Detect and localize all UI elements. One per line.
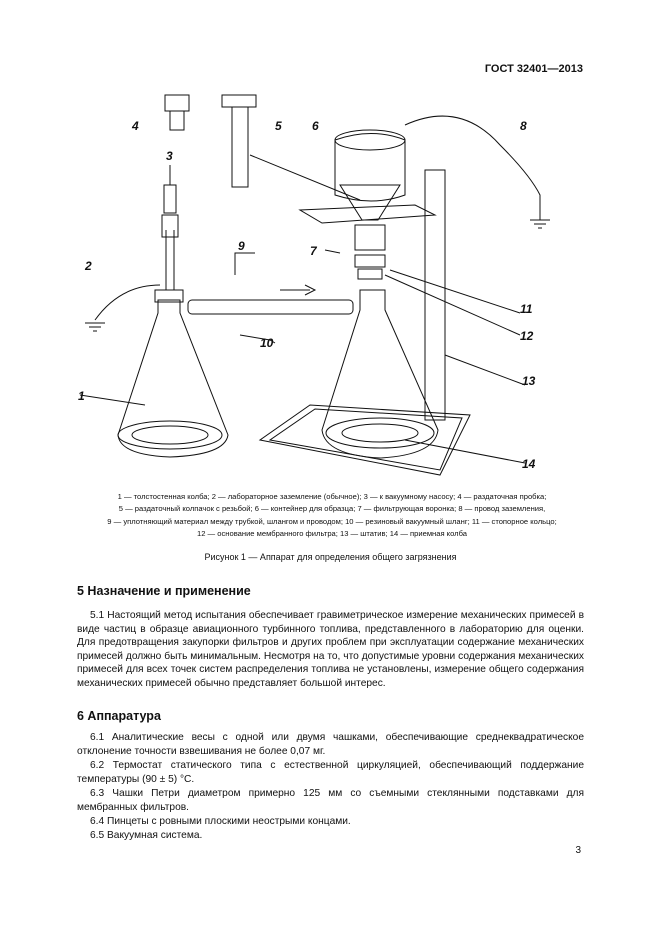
label-12: 12	[520, 329, 534, 343]
figure-title: Рисунок 1 — Аппарат для определения общего загрязнения	[204, 552, 457, 562]
figure-legend	[52, 491, 612, 541]
stand-base	[260, 405, 470, 475]
apparatus-figure	[60, 85, 600, 485]
label-10: 10	[260, 336, 274, 350]
section-6-item: 6.2 Термостат статического типа с естественной циркуляцией, обеспечивающий поддержание температуры (90 ± 5) °C.	[77, 760, 584, 785]
label-9: 9	[238, 239, 245, 253]
stand-post	[425, 170, 445, 420]
legend-line: 12 — основание мембранного фильтра; 13 — штатив; 14 — приемная колба	[197, 529, 467, 539]
filter-funnel	[355, 225, 385, 250]
page-number: 3	[575, 845, 581, 856]
receiving-flask	[322, 290, 438, 458]
label-8: 8	[520, 119, 527, 133]
sample-container	[335, 134, 405, 202]
label-1: 1	[78, 389, 85, 403]
legend-line: 9 — уплотняющий материал между трубкой, шлангом и проводом; 10 — резиновый вакуумный шланг; 11 — стопорное кольцо;	[107, 516, 557, 526]
label-3: 3	[166, 149, 173, 163]
section-6-item: 6.1 Аналитические весы с одной или двумя чашками, обеспечивающие среднеквадратическое отклонение точности взвешивания не более 0,07 мг.	[77, 732, 584, 757]
label-7: 7	[310, 244, 317, 258]
label-5: 5	[275, 119, 282, 133]
label-6: 6	[312, 119, 319, 133]
label-13: 13	[522, 374, 536, 388]
section-6-item: 6.3 Чашки Петри диаметром примерно 125 мм со съемными стеклянными подставками для мембранных фильтров.	[77, 788, 584, 813]
section-6-heading: 6 Аппаратура	[77, 709, 161, 723]
vacuum-hose	[188, 300, 353, 314]
section-5-paragraph: 5.1 Настоящий метод испытания обеспечивает гравиметрическое измерение механических примесей в виде частиц в образце авиационного турбинного топлива, представленного в лабораторию для оценки. Для предотвращения закупорки фильтров и других проблем при эксплуатации содержание механических примесей должно быть минимальным. Несмотря на то, что допустимые уровни содержания механических примесей для всех точек систем распределения топлива не установлены, измерение общего содержания механических примесей обычно представляет большой интерес.	[77, 610, 584, 689]
legend-line: 5 — раздаточный колпачок с резьбой; 6 — контейнер для образца; 7 — фильтрующая воронка; 8 — провод заземления,	[118, 504, 546, 514]
left-flask	[118, 300, 228, 457]
standard-code: ГОСТ 32401—2013	[484, 63, 583, 75]
label-11: 11	[520, 302, 533, 316]
section-6-item: 6.4 Пинцеты с ровными плоскими неострыми концами.	[90, 816, 351, 827]
label-4: 4	[132, 119, 139, 133]
dispensing-plug	[165, 95, 189, 111]
label-14: 14	[522, 457, 536, 471]
label-2: 2	[85, 259, 92, 273]
section-5-heading: 5 Назначение и применение	[77, 584, 251, 598]
section-6-item: 6.5 Вакуумная система.	[90, 830, 203, 841]
legend-line: 1 — толстостенная колба; 2 — лабораторное заземление (обычное); 3 — к вакуумному насосу; 4 — раздаточная пробка;	[117, 492, 547, 501]
threaded-cap	[222, 95, 256, 107]
